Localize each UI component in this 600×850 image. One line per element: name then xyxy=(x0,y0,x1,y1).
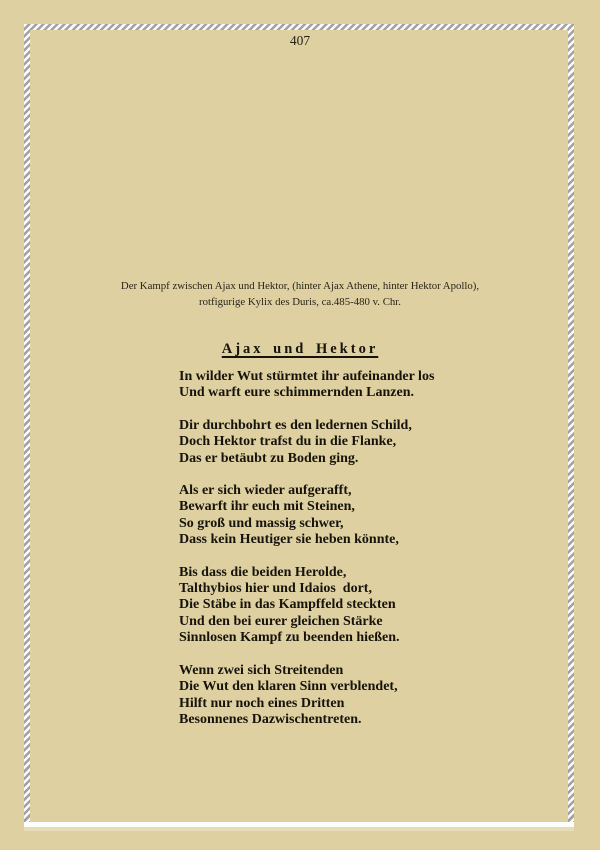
poem-line: Bis dass die beiden Herolde, xyxy=(179,564,347,580)
poem-line: Und den bei eurer gleichen Stärke xyxy=(179,613,383,629)
poem-line: In wilder Wut stürmtet ihr aufeinander los xyxy=(179,369,435,384)
poem-line: Das er betäubt zu Boden ging. xyxy=(179,450,359,466)
poem-line: Die Wut den klaren Sinn verblendet, xyxy=(179,679,398,695)
poem-line: Hilft nur noch eines Dritten xyxy=(179,695,345,711)
caption-line: Der Kampf zwischen Ajax und Hektor, (hinter Ajax Athene, hinter Hektor Apollo), xyxy=(120,280,480,292)
poem-stanza xyxy=(179,369,434,402)
poem-title: Ajax und Hektor xyxy=(221,341,379,357)
poem-line: Die Stäbe in das Kampffeld steckten xyxy=(179,597,396,613)
poem-line: Dir durchbohrt es den ledernen Schild, xyxy=(179,417,412,433)
image-caption xyxy=(0,279,600,310)
poem-line: Bewarft ihr euch mit Steinen, xyxy=(179,499,355,515)
poem-line: Doch Hektor trafst du in die Flanke, xyxy=(179,434,397,450)
poem-line: Wenn zwei sich Streitenden xyxy=(179,662,344,678)
caption-line: rotfigurige Kylix des Duris, ca.485-480 v. Chr. xyxy=(198,295,401,308)
page-border-top xyxy=(24,24,574,30)
page-border-left xyxy=(24,24,30,827)
poem-line: Und warft eure schimmernden Lanzen. xyxy=(179,385,415,401)
poem-body xyxy=(179,369,434,744)
poem-line: So groß und massig schwer, xyxy=(179,515,344,531)
poem-stanza xyxy=(179,663,434,729)
poem-line: Talthybios hier und Idaios dort, xyxy=(179,581,372,597)
poem-line: Besonnenes Dazwischentreten. xyxy=(179,711,362,727)
poem-line: Sinnlosen Kampf zu beenden hießen. xyxy=(179,630,400,646)
page-border-bottom xyxy=(24,822,574,827)
poem-stanza xyxy=(179,565,434,647)
page-border-right xyxy=(568,24,574,827)
poem-line: Dass kein Heutiger sie heben könnte, xyxy=(179,532,399,548)
page-number: 407 xyxy=(289,33,311,48)
poem-stanza xyxy=(179,483,434,549)
poem-stanza xyxy=(179,418,434,467)
poem-line: Als er sich wieder aufgerafft, xyxy=(179,483,352,499)
